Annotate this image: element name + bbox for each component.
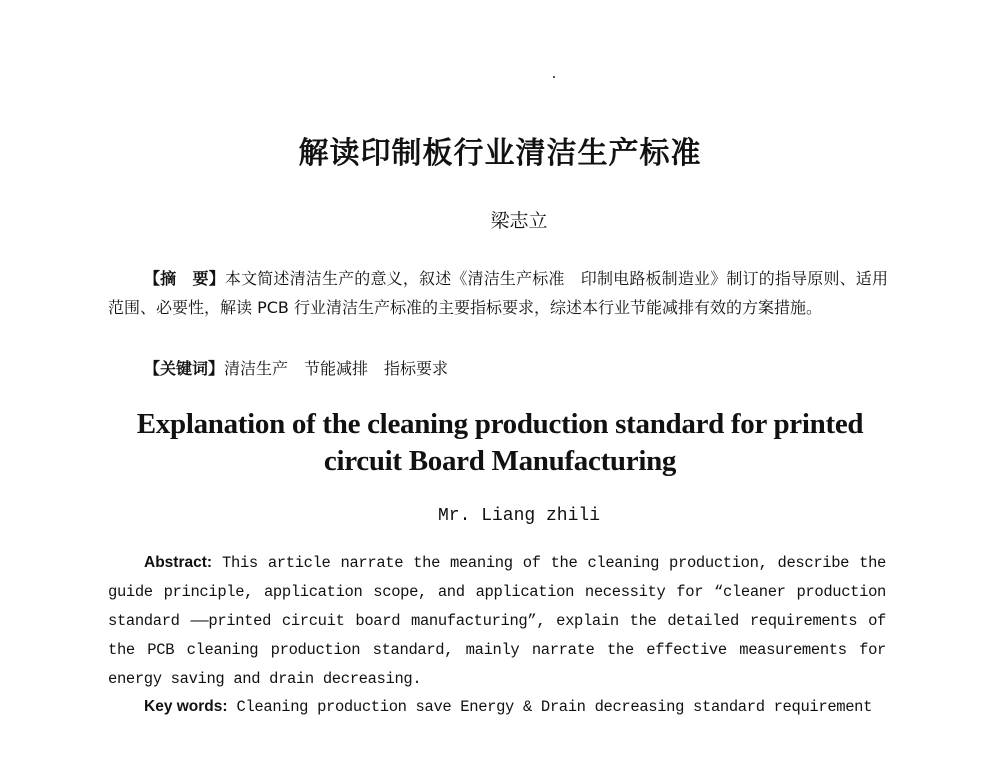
chinese-keywords-label: 【关键词】 xyxy=(144,359,225,378)
chinese-abstract-label: 【摘 要】 xyxy=(144,269,225,288)
chinese-abstract-text: 本文简述清洁生产的意义，叙述《清洁生产标准 印制电路板制造业》制订的指导原则、适用范围、必要性，解读 PCB 行业清洁生产标准的主要指标要求，综述本行业节能减排有效的方案措施。 xyxy=(108,269,888,317)
english-abstract-label: Abstract: xyxy=(144,554,213,571)
english-keywords-label: Key words: xyxy=(144,698,228,715)
english-abstract xyxy=(108,548,886,694)
scan-speck xyxy=(553,76,555,78)
english-keywords xyxy=(144,692,904,722)
english-keywords-text: Cleaning production save Energy & Drain decreasing standard requirement xyxy=(227,698,873,716)
chinese-keywords xyxy=(144,354,884,383)
chinese-title: 解读印制板行业清洁生产标准 xyxy=(298,136,702,171)
chinese-abstract xyxy=(108,264,888,322)
english-author: Mr. Liang zhili xyxy=(437,506,601,526)
chinese-keywords-text: 清洁生产 节能减排 指标要求 xyxy=(224,359,449,378)
english-abstract-text: This article narrate the meaning of the cleaning production, describe the guide principle, application scope, and application necessity for “cleaner production standard ——printed circuit board manufacturing”, explain the detailed requirements of the PCB cleaning production standard, mainly narrate the effective measurements for energy saving and drain decreasing. xyxy=(108,554,886,688)
chinese-author: 梁志立 xyxy=(490,210,548,232)
english-title: Explanation of the cleaning production standard for printed circuit Board Manufacturing xyxy=(136,408,864,477)
